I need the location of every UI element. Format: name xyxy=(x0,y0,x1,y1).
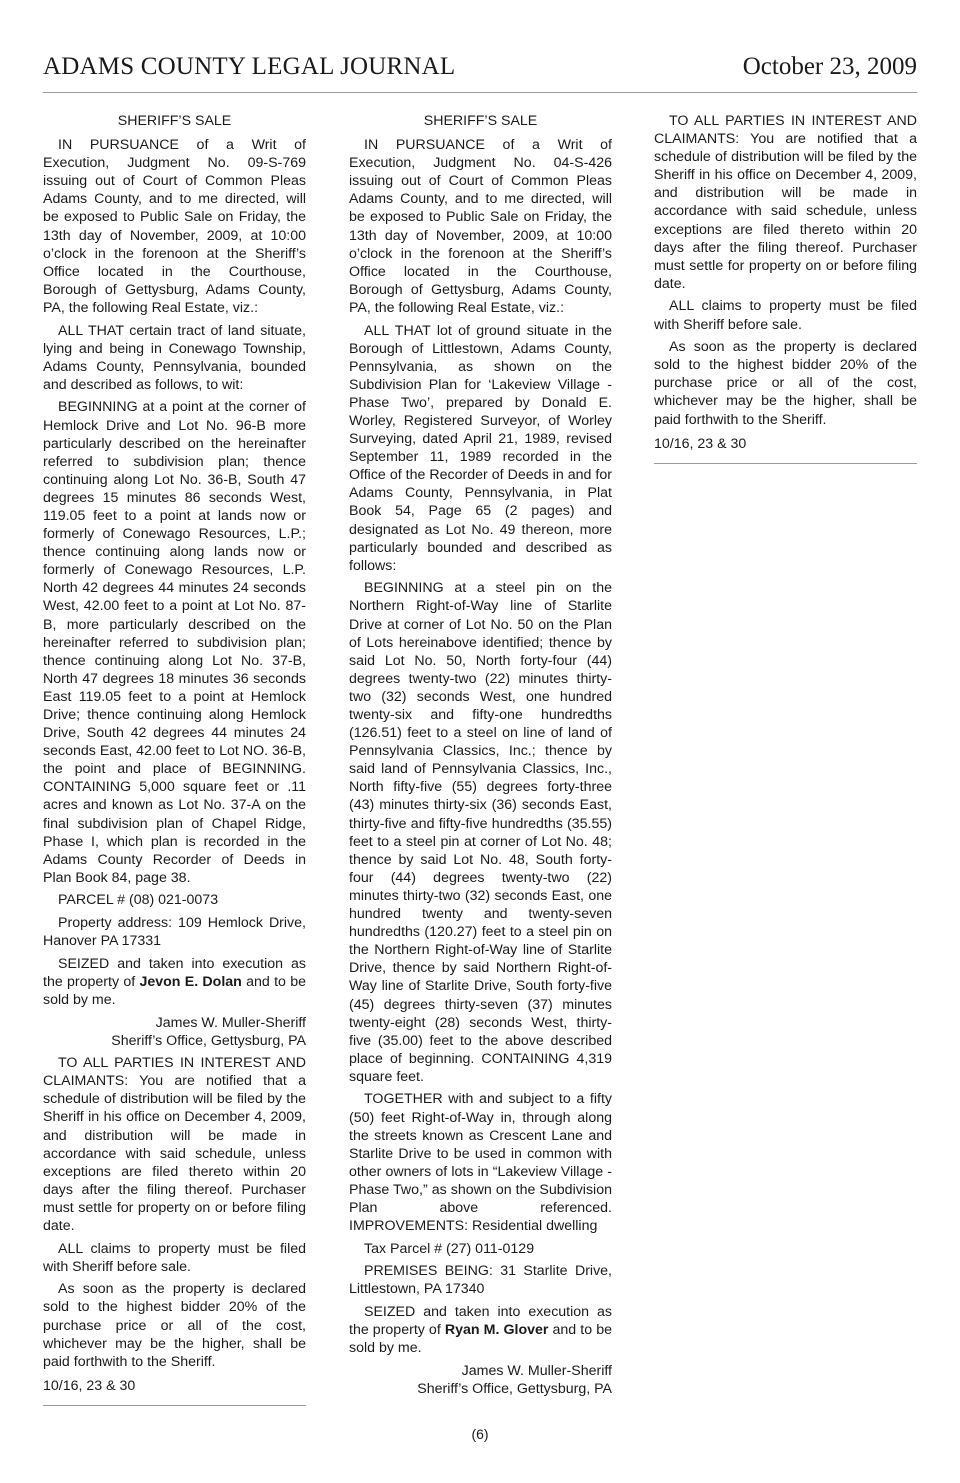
notice-paragraph: TO ALL PARTIES IN INTEREST AND CLAIMANTS: You are notified that a schedule of distribution will be filed by the Sheriff in his office on December 4, 2009, and distribution will be made in accordance with said schedule, unless exceptions are filed thereto within 20 days after the filing thereof. Purchaser must settle for property on or before filing date. xyxy=(654,113,917,292)
sheriff-office: Sheriff’s Office, Gettysburg, PA xyxy=(417,1380,612,1397)
column-divider xyxy=(654,463,917,464)
notice-paragraph: TOGETHER with and subject to a fifty (50) feet Right-of-Way in, through along the streets known as Crescent Lane and Starlite Drive to be used in common with other owners of lots in “Lakeview Village - Phase Two,” as shown on the Subdivision Plan above referenced. IMPROVEMENTS: Residential dwelling xyxy=(349,1091,612,1235)
notice-paragraph: BEGINNING at a steel pin on the Northern Right-of-Way line of Starlite Drive at corner of Lot No. 50 on the Plan of Lots hereinabove identified; thence by said Lot No. 50, North forty-four (44) degrees twenty-two (22) minutes thirty-two (32) seconds West, one hundred twenty-six and fifty-one hundredths (126.51) feet to a steel on line of land of Pennsylvania Classics, Inc.; thence by said land of Pennsylvania Classics, Inc., North fifty-five (55) degrees forty-three (43) minutes thirty-six (36) seconds East, thirty-five and fifty-five hundredths (35.55) feet to a steel pin at corner of Lot No. 48; thence by said Lot No. 48, South forty-four (44) degrees twenty-two (22) minutes thirty-two (32) seconds East, one hundred twenty and twenty-seven hundredths (120.27) feet to a steel pin on the Northern Right-of-Way line of Starlite Drive, thence by said Northern Right-of-Way line of Starlite Drive, South forty-five (45) degrees thirty-seven (37) minutes twenty-eight (28) seconds West, thirty-five (35.00) feet to the above described place of beginning. CONTAINING 4,319 square feet. xyxy=(349,580,612,1085)
seizure-text: SEIZED and taken into execution as the property of xyxy=(349,1304,612,1339)
property-address: Property address: 109 Hemlock Drive, Hanover PA 17331 xyxy=(43,915,306,950)
notice-heading: SHERIFF’S SALE xyxy=(117,113,232,129)
column-2 xyxy=(349,112,612,1398)
parcel-number: Tax Parcel # (27) 011-0129 xyxy=(364,1240,535,1257)
notice-paragraph: ALL claims to property must be filed with Sheriff before sale. xyxy=(43,1240,306,1275)
seizure-text: SEIZED and taken into execution as the property of xyxy=(43,955,306,990)
seizure-paragraph xyxy=(349,1303,612,1357)
notice-paragraph: As soon as the property is declared sold to the highest bidder 20% of the purchase price or all of the cost, whichever may be the higher, shall be paid forthwith to the Sheriff. xyxy=(654,339,917,428)
sheriff-office: Sheriff’s Office, Gettysburg, PA xyxy=(111,1032,306,1049)
column-divider xyxy=(43,1405,306,1406)
notice-heading: SHERIFF’S SALE xyxy=(423,113,538,129)
notice-paragraph: ALL claims to property must be filed with Sheriff before sale. xyxy=(654,298,917,333)
seizure-paragraph xyxy=(43,955,306,1009)
masthead xyxy=(43,52,917,93)
notice-paragraph: ALL THAT lot of ground situate in the Borough of Littlestown, Adams County, Pennsylvania, as shown on the Subdivision Plan for ‘Lakeview Village - Phase Two’, prepared by Donald E. Worley, Registered Surveyor, of Worley Surveying, dated April 21, 1989, revised September 11, 1989 recorded in the Office of the Recorder of Deeds in and for Adams County, Pennsylvania, in Plat Book 54, Page 65 (2 pages) and designated as Lot No. 49 thereon, more particularly bounded and described as follows: xyxy=(349,322,612,574)
notice-paragraph: As soon as the property is declared sold to the highest bidder 20% of the purchase price or all of the cost, whichever may be the higher, shall be paid forthwith to the Sheriff. xyxy=(43,1281,306,1370)
seizure-text: and to be sold by me. xyxy=(349,1322,612,1357)
notice-paragraph: TO ALL PARTIES IN INTEREST AND CLAIMANTS: You are notified that a schedule of distribution will be filed by the Sheriff in his office on December 4, 2009, and distribution will be made in accordance with said schedule, unless exceptions are filed thereto within 20 days after the filing thereof. Purchaser must settle for property on or before filing date. xyxy=(43,1055,306,1235)
defendant-name: Jevon E. Dolan xyxy=(139,973,242,990)
defendant-name: Ryan M. Glover xyxy=(444,1322,549,1339)
sheriff-signature: James W. Muller-Sheriff xyxy=(461,1362,612,1379)
premises-address: PREMISES BEING: 31 Starlite Drive, Littlestown, PA 17340 xyxy=(349,1263,612,1298)
issue-date: October 23, 2009 xyxy=(742,53,917,80)
notice-paragraph: IN PURSUANCE of a Writ of Execution, Judgment No. 09-S-769 issuing out of Court of Common Pleas Adams County, and to me directed, will be exposed to Public Sale on Friday, the 13th day of November, 2009, at 10:00 o’clock in the forenoon at the Sheriff’s Office located in the Courthouse, Borough of Gettysburg, Adams County, PA, the following Real Estate, viz.: xyxy=(43,137,306,316)
column-1 xyxy=(43,112,306,1406)
notice-paragraph: BEGINNING at a point at the corner of Hemlock Drive and Lot No. 96-B more particularly described on the hereinafter referred to subdivision plan; thence continuing along Lot No. 36-B, South 47 degrees 15 minutes 86 seconds West, 119.05 feet to a point at lands now or formerly of Conewago Resources, L.P.; thence continuing along lands now or formerly of Conewago Resources, L.P. North 42 degrees 44 minutes 24 seconds West, 42.00 feet to a point at Lot No. 87-B, more particularly described on the hereinafter referred to subdivision plan; thence continuing along Lot No. 37-B, North 47 degrees 18 minutes 36 seconds East 119.05 feet to a point at Hemlock Drive; thence continuing along Hemlock Drive, South 42 degrees 44 minutes 24 seconds East, 42.00 feet to Lot NO. 36-B, the point and place of BEGINNING. CONTAINING 5,000 square feet or .11 acres and known as Lot No. 37-A on the final subdivision plan of Chapel Ridge, Phase I, which plan is recorded in the Adams County Recorder of Deeds in Plan Book 84, page 38. xyxy=(43,399,306,886)
seizure-text: and to be sold by me. xyxy=(43,973,306,1008)
publication-dates: 10/16, 23 & 30 xyxy=(43,1377,136,1394)
sheriff-signature: James W. Muller-Sheriff xyxy=(155,1014,306,1031)
column-3 xyxy=(654,112,917,464)
journal-title: ADAMS COUNTY LEGAL JOURNAL xyxy=(43,53,456,80)
parcel-number: PARCEL # (08) 021-0073 xyxy=(58,892,219,909)
notice-paragraph: ALL THAT certain tract of land situate, lying and being in Conewago Township, Adams County, Pennsylvania, bounded and described as follows, to wit: xyxy=(43,322,306,393)
page-number: (6) xyxy=(471,1426,489,1442)
notice-paragraph: IN PURSUANCE of a Writ of Execution, Judgment No. 04-S-426 issuing out of Court of Common Pleas Adams County, and to me directed, will be exposed to Public Sale on Friday, the 13th day of November, 2009, at 10:00 o’clock in the forenoon at the Sheriff’s Office located in the Courthouse, Borough of Gettysburg, Adams County, PA, the following Real Estate, viz.: xyxy=(349,137,612,316)
publication-dates: 10/16, 23 & 30 xyxy=(654,435,747,452)
